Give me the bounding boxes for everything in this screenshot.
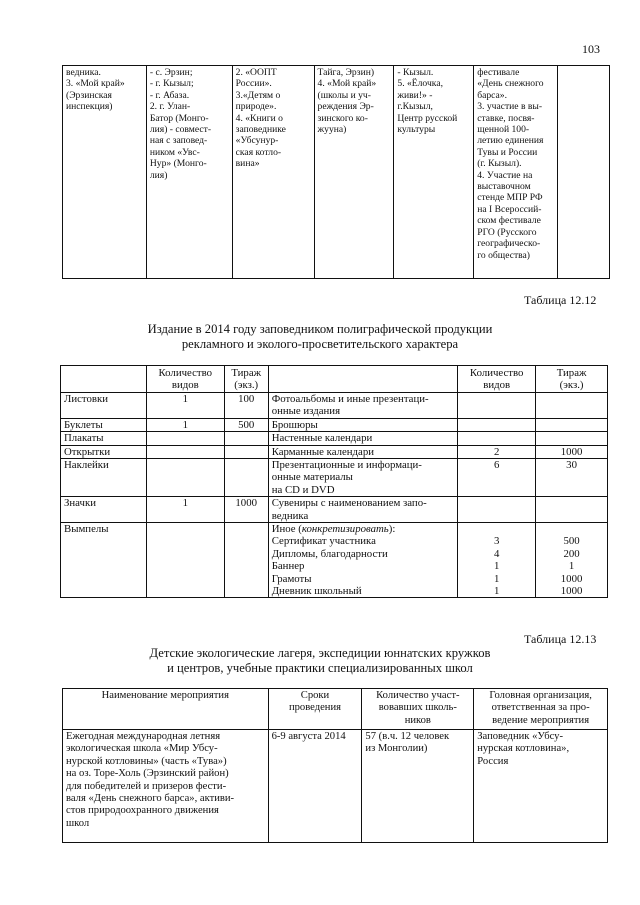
table-cell: ведника. 3. «Мой край» (Эрзинская инспекция) (63, 66, 147, 279)
table-title: Детские экологические лагеря, экспедиции юннатских кружков и центров, учебные практики специализированных школ (149, 646, 491, 675)
page-number: 103 (582, 42, 600, 56)
column-header: Наименование мероприятия (63, 689, 269, 730)
table-row: Ежегодная международная летняя экологическая школа «Мир Убсу- нурской котловины» (часть «Тува») на оз. Торе-Холь (Эрзинский район) для победителей и призеров фести- валя «День снежного барса», активи- стов природоохранного движения школ 6-9 августа 2014 57 (в.ч. 12 человек из Монголии) Заповедник «Убсу- нурская котловина», Россия (63, 730, 608, 843)
eco-camps-table (62, 688, 608, 843)
table-header-row (63, 689, 608, 730)
column-header: Тираж (экз.) (536, 366, 608, 393)
table-row: Листовки 1 100 Фотоальбомы и иные презентаци- онные издания (61, 393, 608, 419)
column-header: Тираж (экз.) (224, 366, 268, 393)
table-cell: - с. Эрзин; - г. Кызыл; - г. Абаза. 2. г. Улан- Батор (Монго- лия) - совмест- ная с заповед- ником «Увс- Нур» (Монго- лия) (146, 66, 232, 279)
table-row: Буклеты 1 500 Брошюры (61, 418, 608, 431)
table-caption: Таблица 12.12 (524, 293, 597, 307)
column-header: Количество видов (458, 366, 536, 393)
table-cell: фестивале «День снежного барса». 3. участие в вы- ставке, посвя- щенной 100- летию единения Тувы и России (г. Кызыл). 4. Участие на выставочном стенде МПР РФ на I Всероссий- ском фестивале РГО (Русского географическо- го общества) (474, 66, 558, 279)
table-cell: 2. «ООПТ России». 3.«Детям о природе». 4. «Книги о заповеднике «Убсунур- ская котло- вина» (232, 66, 314, 279)
table-row: Наклейки Презентационные и информаци- онные материалы на CD и DVD 6 30 (61, 459, 608, 497)
table-row: Значки 1 1000 Сувениры с наименованием запо- ведника (61, 497, 608, 523)
table-caption: Таблица 12.13 (524, 632, 597, 646)
table-row: Плакаты Настенные календари (61, 432, 608, 445)
table-row: Открытки Карманные календари 2 1000 (61, 445, 608, 458)
column-header: Головная организация, ответственная за про- ведение мероприятия (474, 689, 608, 730)
continuation-table (62, 65, 610, 279)
table-cell: - Кызыл. 5. «Ёлочка, живи!» - г.Кызыл, Центр русской культуры (394, 66, 474, 279)
table-title: Издание в 2014 году заповедником полиграфической продукции рекламного и эколого-просветительского характера (147, 322, 493, 351)
table-cell: Тайга, Эрзин) 4. «Мой край» (школы и уч- реждения Эр- зинского ко- жууна) (314, 66, 394, 279)
table-row: Вымпелы Иное (конкретизировать): Сертификат участника Дипломы, благодарности Баннер Грамоты Дневник школьный 3 4 1 1 1 500 200 1 1000 1000 (61, 523, 608, 598)
table-cell (558, 66, 610, 279)
table-row (63, 66, 610, 279)
table-header-row (61, 366, 608, 393)
column-header: Сроки проведения (268, 689, 362, 730)
column-header: Количество видов (146, 366, 224, 393)
print-products-table (60, 365, 608, 598)
column-header: Количество участ- вовавших школь- ников (362, 689, 474, 730)
